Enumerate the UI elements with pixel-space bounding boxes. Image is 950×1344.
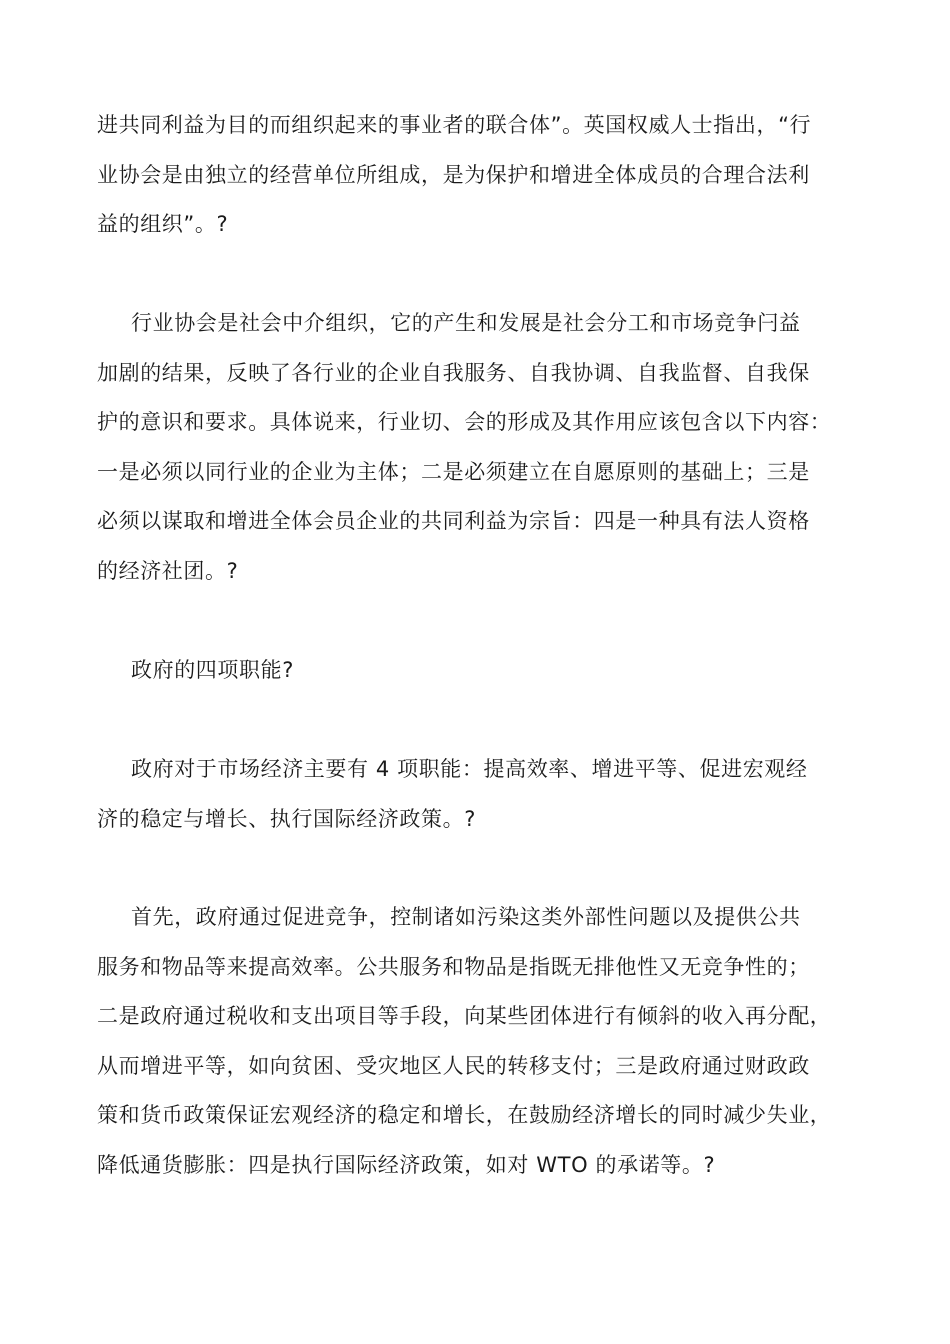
text-line: 必须以谋取和增进全体会员企业的共同利益为宗旨：四是一种具有法人资格 <box>97 509 810 533</box>
text-line: 策和货币政策保证宏观经济的稳定和增长，在鼓励经济增长的同时减少失业， <box>97 1103 832 1127</box>
paragraph-four-functions-summary <box>97 745 857 844</box>
text-line: 二是政府通过税收和支出项目等手段，向某些团体进行有倾斜的收入再分配， <box>97 1004 832 1028</box>
text-line: 业协会是由独立的经营单位所组成，是为保护和增进全体成员的合理合法利 <box>97 162 810 187</box>
text-line: 加剧的结果，反映了各行业的企业自我服务、自我协调、自我监督、自我保 <box>97 360 810 385</box>
text-line: 政府的四项职能? <box>131 658 294 682</box>
text-line: 首先，政府通过促进竞争，控制诸如污染这类外部性问题以及提供公共 <box>131 905 801 929</box>
text-line: 一是必须以同行业的企业为主体；二是必须建立在自愿原则的基础上；三是 <box>97 459 810 484</box>
text-line: 进共同利益为目的而组织起来的事业者的联合体”。英国权威人士指出，“行 <box>97 113 812 137</box>
text-line: 的经济社团。? <box>97 558 239 583</box>
text-line: 服务和物品等来提高效率。公共服务和物品是指既无排他性又无竞争性的； <box>97 954 810 979</box>
text-line: 济的稳定与增长、执行国际经济政策。? <box>97 806 476 831</box>
text-line: 从而增进平等，如向贫困、受灾地区人民的转移支付；三是政府通过财政政 <box>97 1053 810 1078</box>
paragraph-four-functions-detail <box>97 893 857 1190</box>
text-line: 政府对于市场经济主要有 4 项职能：提高效率、增进平等、促进宏观经 <box>131 757 808 781</box>
paragraph-industry-association-definition <box>97 101 857 250</box>
section-heading-government-functions <box>97 646 857 696</box>
text-line: 益的组织”。? <box>97 212 229 236</box>
text-line: 降低通货膨胀：四是执行国际经济政策，如对 WTO 的承诺等。? <box>97 1152 716 1177</box>
text-line: 行业协会是社会中介组织，它的产生和发展是社会分工和市场竞争闩益 <box>131 311 801 335</box>
paragraph-industry-association-characteristics <box>97 299 857 596</box>
text-line: 护的意识和要求。具体说来，行业切、会的形成及其作用应该包含以下内容： <box>97 410 832 434</box>
